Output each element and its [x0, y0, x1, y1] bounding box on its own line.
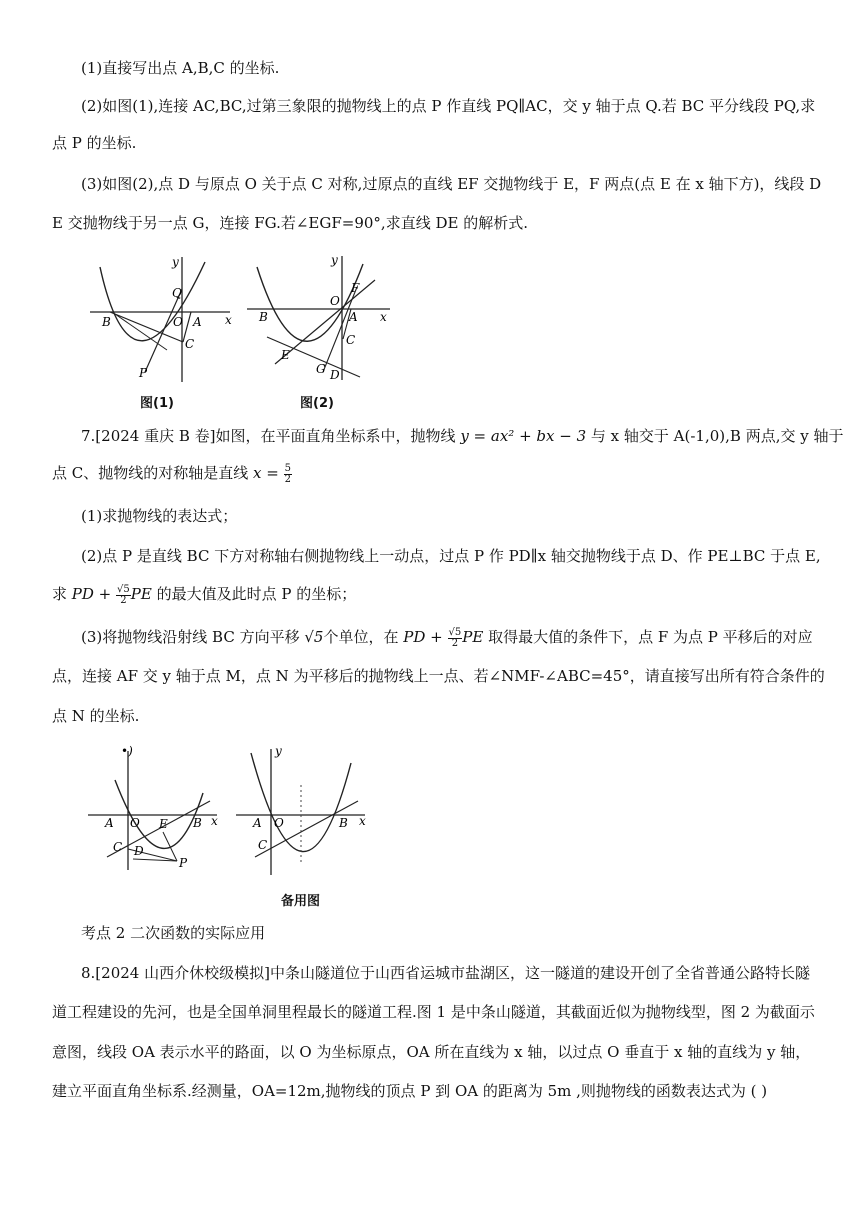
p6-q3-line2: E 交抛物线于另一点 G，连接 FG.若∠EGF=90°,求直线 DE 的解析式. [52, 214, 528, 232]
p7-q2-post: 的最大值及此时点 P 的坐标； [156, 585, 357, 603]
svg-text:A: A [105, 816, 114, 830]
svg-text:x: x [380, 310, 387, 324]
svg-text:A: A [253, 816, 262, 830]
svg-text:C: C [346, 333, 356, 347]
p6-q1: (1)直接写出点 A,B,C 的坐标. [81, 59, 280, 77]
figure-7-caption: 备用图 [281, 894, 321, 909]
p7-line2-text: 点 C、抛物线的对称轴是直线 [52, 464, 249, 482]
p7-q3-line1 [81, 626, 811, 649]
p6-q2-line2: 点 P 的坐标. [52, 134, 137, 152]
p7-axis-eq: x = [253, 464, 279, 482]
p7-q2-pre: 求 [52, 585, 68, 603]
svg-text:•): •) [121, 745, 133, 758]
p7-q2-sqrt: √5 [117, 583, 130, 595]
svg-text:C: C [185, 337, 195, 351]
svg-text:F: F [351, 281, 360, 295]
svg-text:y: y [331, 253, 338, 267]
svg-text:y: y [275, 745, 282, 758]
p8-line2: 道工程建设的先河，也是全国单洞里程最长的隧道工程.图 1 是中条山隧道，其截面近似为抛物线型，图 2 为截面示 [52, 1003, 815, 1021]
p7-q3-post: 取得最大值的条件下，点 F 为点 P 平移后的对应 [488, 628, 813, 646]
p7-q3-expr-a: PD + [403, 628, 443, 646]
p7-q2-line1: (2)点 P 是直线 BC 下方对称轴右侧抛物线上一动点，过点 P 作 PD∥x 轴交抛物线于点 D、作 PE⊥BC 于点 E, [81, 547, 821, 565]
svg-text:E: E [281, 348, 290, 362]
p7-line2 [52, 462, 812, 485]
y-axis-label: y [172, 255, 179, 269]
x-axis-label: x [225, 313, 232, 327]
p7-q3-frac-den: 2 [451, 637, 459, 649]
p7-q2-expr-a: PD + [71, 585, 112, 603]
svg-text:E: E [159, 817, 168, 831]
svg-text:C: C [113, 840, 123, 854]
p6-q3-line1: (3)如图(2),点 D 与原点 O 关于点 C 对称,过原点的直线 EF 交抛物线于 E，F 两点(点 E 在 x 轴下方)，线段 D [81, 175, 822, 193]
svg-text:B: B [193, 816, 202, 830]
figure-7a [85, 745, 220, 885]
figure-7b [233, 745, 368, 910]
svg-text:P: P [179, 856, 188, 870]
svg-text:A: A [193, 315, 202, 329]
p7-q2-fraction [116, 585, 131, 606]
p7-line1-text-b: 与 x 轴交于 A(-1,0),B 两点,交 y 轴于 [590, 427, 844, 445]
p8-line4: 建立平面直角坐标系.经测量，OA=12m,抛物线的顶点 P 到 OA 的距离为 5m ,则抛物线的函数表达式为 ( ) [52, 1082, 768, 1100]
figure-2 [245, 252, 395, 412]
svg-text:D: D [134, 844, 144, 858]
p7-q2-line2 [52, 583, 812, 606]
svg-text:O: O [173, 315, 183, 329]
p7-axis-den: 2 [284, 473, 291, 485]
svg-text:Q: Q [172, 286, 182, 300]
p7-q3-frac-sqrt: √5 [448, 626, 462, 638]
p7-q3-sqrt: √5 [304, 628, 324, 646]
p7-q2-den: 2 [120, 594, 127, 606]
svg-text:O: O [330, 294, 340, 308]
svg-text:B: B [339, 816, 348, 830]
p7-axis-fraction [284, 464, 292, 485]
svg-text:D: D [330, 368, 340, 382]
p8-line3: 意图，线段 OA 表示水平的路面，以 O 为坐标原点，OA 所在直线为 x 轴，以过点 O 垂直于 x 轴的直线为 y 轴， [52, 1043, 811, 1061]
svg-text:P: P [139, 366, 148, 380]
p7-q2-expr-b: PE [130, 585, 152, 603]
p7-q3-mid: 个单位，在 [323, 628, 399, 646]
p7-q3-line3: 点 N 的坐标. [52, 707, 140, 725]
svg-text:C: C [258, 838, 268, 852]
svg-text:G: G [316, 362, 326, 376]
svg-text:A: A [349, 310, 358, 324]
p8-line1: 8.[2024 山西介休校级模拟]中条山隧道位于山西省运城市盐湖区，这一隧道的建设开创了全省普通公路特长隧 [81, 964, 810, 982]
svg-text:O: O [274, 816, 284, 830]
p7-equation: y = ax² + bx − 3 [460, 427, 587, 445]
p7-q3-fraction [448, 628, 463, 649]
p7-axis-num: 5 [284, 462, 291, 474]
p7-q1: (1)求抛物线的表达式； [81, 507, 238, 525]
p7-line1 [81, 425, 844, 447]
p7-q3-pre: (3)将抛物线沿射线 BC 方向平移 [81, 628, 300, 646]
p7-line1-text-a: 7.[2024 重庆 B 卷]如图，在平面直角坐标系中，抛物线 [81, 427, 456, 445]
p7-q3-line2: 点，连接 AF 交 y 轴于点 M，点 N 为平移后的抛物线上一点、若∠NMF-∠ABC=45°，请直接写出所有符合条件的 [52, 667, 825, 685]
figure-1 [85, 252, 235, 412]
p6-q2-line1: (2)如图(1),连接 AC,BC,过第三象限的抛物线上的点 P 作直线 PQ∥AC，交 y 轴于点 Q.若 BC 平分线段 PQ,求 [81, 97, 816, 115]
section-title: 考点 2 二次函数的实际应用 [81, 924, 266, 942]
svg-text:B: B [259, 310, 268, 324]
svg-text:x: x [211, 814, 218, 828]
svg-text:x: x [359, 814, 366, 828]
p7-q3-expr-b: PE [462, 628, 484, 646]
svg-text:O: O [130, 816, 140, 830]
svg-text:B: B [102, 315, 111, 329]
figure-2-caption: 图(2) [300, 396, 334, 411]
figure-1-caption: 图(1) [140, 396, 174, 411]
